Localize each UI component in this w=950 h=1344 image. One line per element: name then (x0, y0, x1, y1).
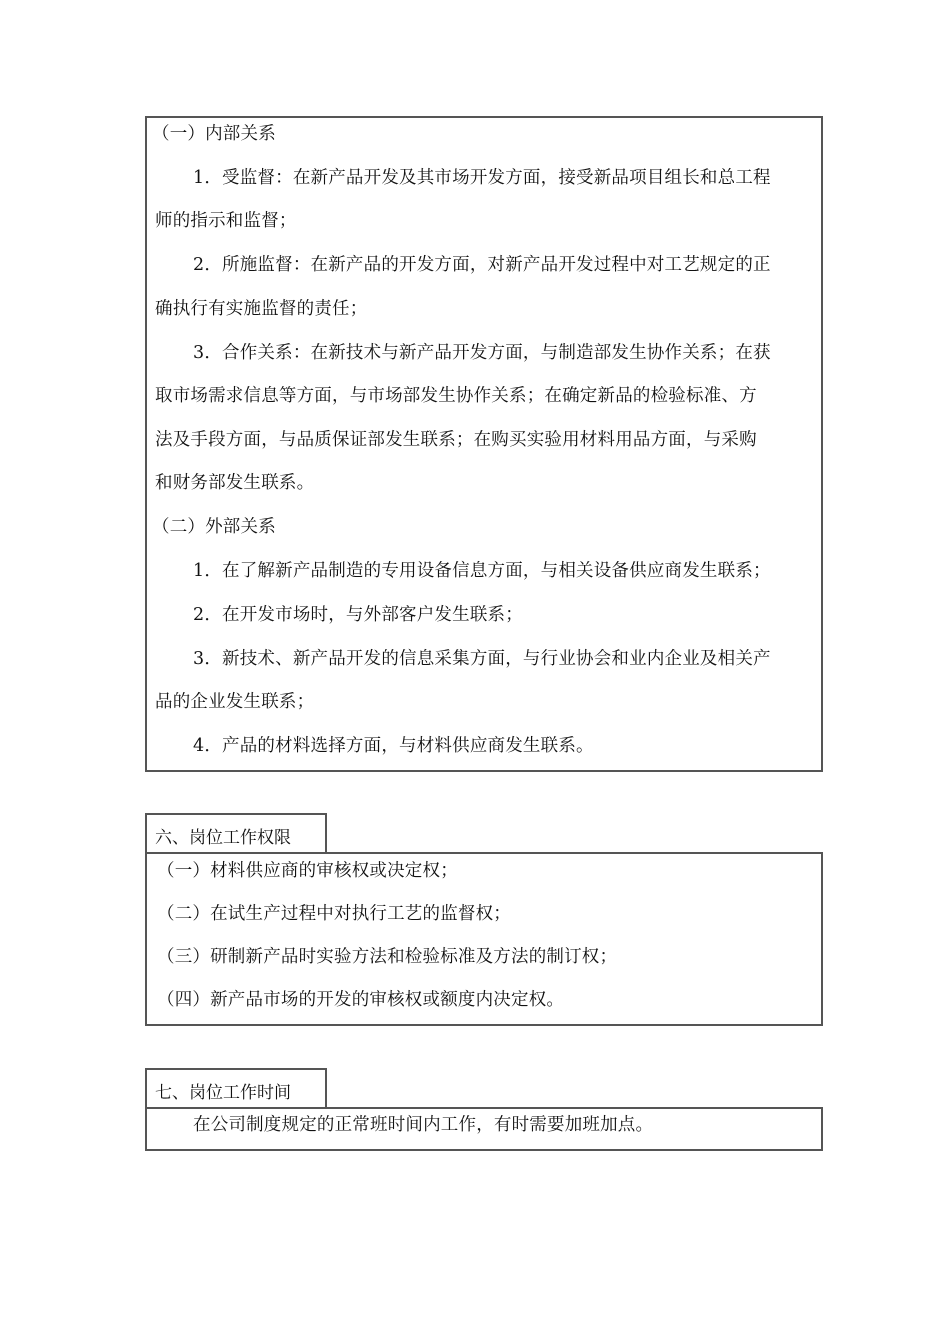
internal-line-3: 2．所施监督：在新产品的开发方面，对新产品开发过程中对工艺规定的正 (193, 255, 771, 275)
section-title-permissions: 六、岗位工作权限 (145, 813, 327, 853)
internal-line-5: 3．合作关系：在新技术与新产品开发方面，与制造部发生协作关系；在获 (193, 343, 771, 363)
working-hours-text: 在公司制度规定的正常班时间内工作，有时需要加班加点。 (193, 1115, 654, 1135)
external-relations-heading: （二）外部关系 (152, 517, 276, 537)
permission-item-1: （一）材料供应商的审核权或决定权； (157, 861, 458, 881)
internal-line-4: 确执行有实施监督的责任； (155, 299, 368, 319)
permission-item-4: （四）新产品市场的开发的审核权或额度内决定权。 (157, 990, 565, 1010)
external-line-3: 3．新技术、新产品开发的信息采集方面，与行业协会和业内企业及相关产 (193, 649, 771, 669)
internal-line-2: 师的指示和监督； (155, 211, 297, 231)
internal-line-7: 法及手段方面，与品质保证部发生联系；在购买实验用材料用品方面，与采购 (155, 430, 757, 450)
internal-line-1: 1．受监督：在新产品开发及其市场开发方面，接受新品项目组长和总工程 (193, 168, 771, 188)
permission-item-2: （二）在试生产过程中对执行工艺的监督权； (157, 904, 511, 924)
external-line-1: 1．在了解新产品制造的专用设备信息方面，与相关设备供应商发生联系； (193, 561, 771, 581)
external-line-2: 2．在开发市场时，与外部客户发生联系； (193, 605, 523, 625)
external-line-4: 品的企业发生联系； (155, 692, 315, 712)
internal-line-8: 和财务部发生联系。 (155, 473, 315, 493)
internal-line-6: 取市场需求信息等方面，与市场部发生协作关系；在确定新品的检验标准、方 (155, 386, 757, 406)
internal-relations-heading: （一）内部关系 (152, 124, 276, 144)
permission-item-3: （三）研制新产品时实验方法和检验标准及方法的制订权； (157, 947, 618, 967)
section-title-working-hours: 七、岗位工作时间 (145, 1068, 327, 1108)
external-line-5: 4．产品的材料选择方面，与材料供应商发生联系。 (193, 736, 594, 756)
